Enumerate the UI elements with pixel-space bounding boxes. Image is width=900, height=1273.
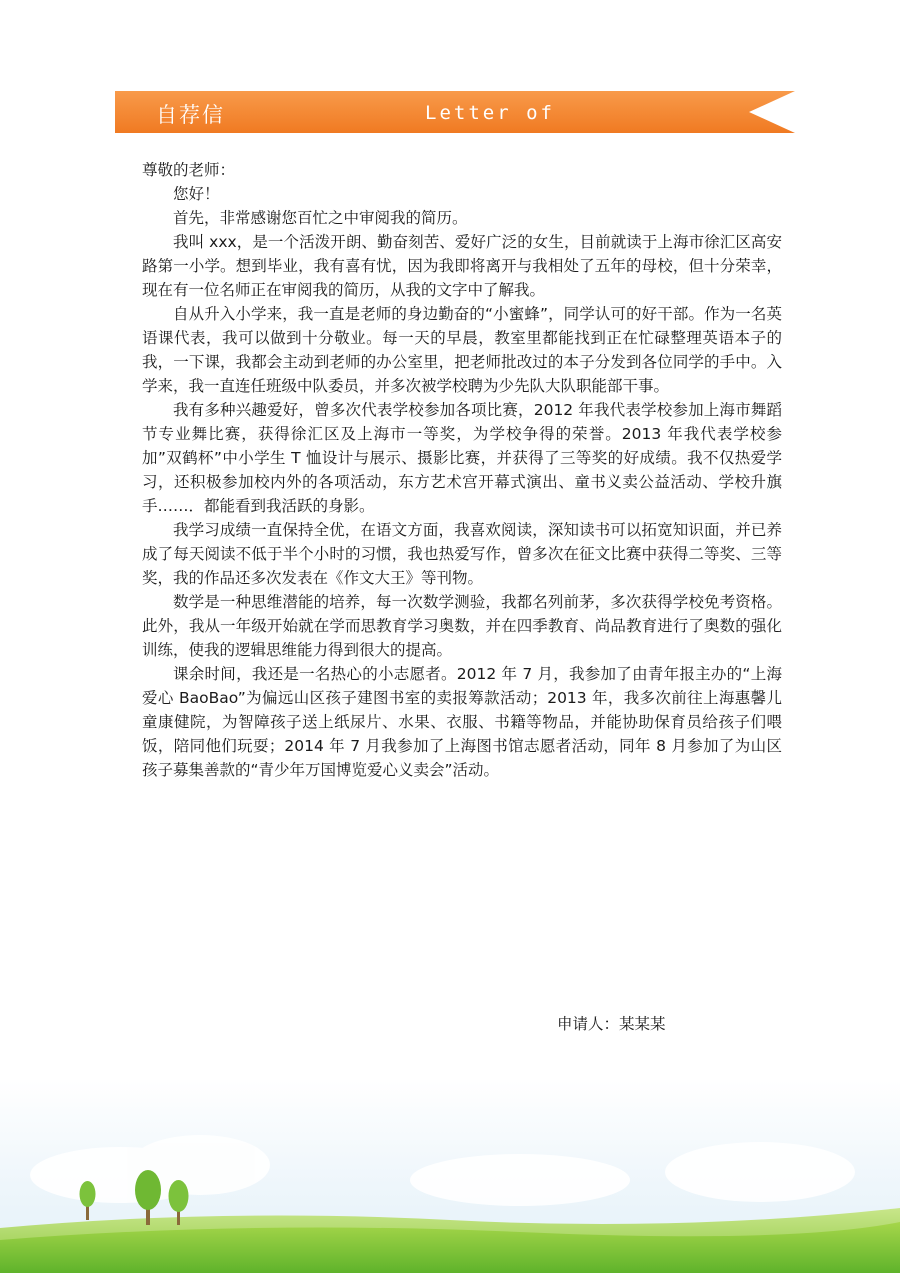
banner-title: 自荐信: [156, 103, 225, 127]
paragraph-class-duties: 自从升入小学来，我一直是老师的身边勤奋的“小蜜蜂”，同学认可的好干部。作为一名英语课代表，我可以做到十分敬业。每一天的早晨，教室里都能找到正在忙碌整理英语本子的我，一下课，我都会主动到老师的办公室里，把老师批改过的本子分发到各位同学的手中。入学来，我一直连任班级中队委员，并多次被学校聘为少先队大队职能部干事。: [142, 305, 782, 395]
salutation: 尊敬的老师：: [142, 161, 236, 179]
signature: 申请人：某某某: [557, 1015, 666, 1033]
paragraph-hobbies: 我有多种兴趣爱好，曾多次代表学校参加各项比赛，2012 年我代表学校参加上海市舞蹈节专业舞比赛，获得徐汇区及上海市一等奖，为学校争得的荣誉。2013 年我代表学校参加”双鹤杯”中小学生 T 恤设计与展示、摄影比赛，并获得了三等奖的好成绩。我不仅热爱学习，还积极参加校内外的各项活动，东方艺术宫开幕式演出、童书义卖公益活动、学校升旗手……．都能看到我活跃的身影。: [142, 401, 782, 515]
landscape-illustration: [0, 1080, 900, 1273]
paragraph-introduction: 我叫 xxx，是一个活泼开朗、勤奋刻苦、爱好广泛的女生，目前就读于上海市徐汇区高安路第一小学。想到毕业，我有喜有忧，因为我即将离开与我相处了五年的母校，但十分荣幸，现在有一位名师正在审阅我的简历，从我的文字中了解我。: [142, 233, 782, 299]
title-banner: [115, 91, 795, 133]
paragraph-chinese-studies: 我学习成绩一直保持全优，在语文方面，我喜欢阅读，深知读书可以拓宽知识面，并已养成了每天阅读不低于半个小时的习惯，我也热爱写作，曾多次在征文比赛中获得二等奖、三等奖，我的作品还多次发表在《作文大王》等刊物。: [142, 521, 782, 587]
letter-body: [142, 158, 782, 782]
paragraph-volunteering: 课余时间，我还是一名热心的小志愿者。2012 年 7 月，我参加了由青年报主办的“上海爱心 BaoBao”为偏远山区孩子建图书室的卖报筹款活动；2013 年，我多次前往上海惠馨儿童康健院，为智障孩子送上纸尿片、水果、衣服、书籍等物品，并能协助保育员给孩子们喂饭，陪同他们玩耍；2014 年 7 月我参加了上海图书馆志愿者活动，同年 8 月参加了为山区孩子募集善款的“青少年万国博览爱心义卖会”活动。: [142, 665, 782, 779]
paragraph-thanks: 首先，非常感谢您百忙之中审阅我的简历。: [173, 209, 468, 227]
paragraph-math-studies: 数学是一种思维潜能的培养，每一次数学测验，我都名列前茅，多次获得学校免考资格。此外，我从一年级开始就在学而思教育学习奥数，并在四季教育、尚品教育进行了奥数的强化训练，使我的逻辑思维能力得到很大的提高。: [142, 593, 782, 659]
greeting: 您好！: [173, 185, 220, 203]
banner-subtitle: Letter of: [425, 102, 555, 124]
